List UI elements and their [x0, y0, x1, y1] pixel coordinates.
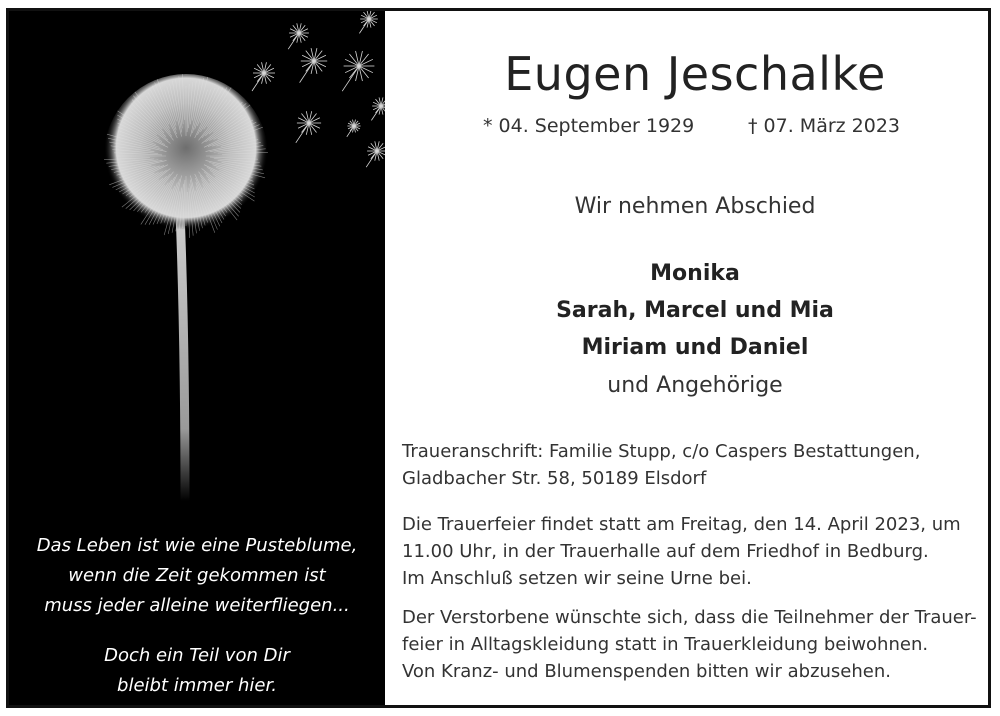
poem-verse	[9, 531, 385, 621]
seed-icon	[300, 48, 328, 82]
seed-icon	[366, 141, 385, 167]
death-date: † 07. März 2023	[748, 115, 901, 137]
poem-line: Das Leben ist wie eine Pusteblume,	[36, 535, 358, 556]
poem-line: wenn die Zeit gekommen ist	[68, 565, 326, 586]
deceased-name: Eugen Jeschalke	[504, 47, 886, 101]
seed-icon	[371, 97, 385, 120]
relatives-text: und Angehörige	[607, 373, 783, 398]
poem-line: Doch ein Teil von Dir	[104, 645, 290, 666]
ceremony-line: 11.00 Uhr, in der Trauerhalle auf dem Friedhof in Bedburg.	[402, 541, 929, 562]
dandelion-stem	[180, 211, 185, 501]
poem-line: muss jeder alleine weiterfliegen...	[44, 595, 350, 616]
farewell-heading: Wir nehmen Abschied	[574, 194, 816, 219]
seed-icon	[252, 62, 275, 91]
mourners-list	[385, 255, 1000, 406]
text-panel	[385, 11, 985, 705]
mourner-name: Sarah, Marcel und Mia	[556, 298, 834, 323]
address-block	[402, 438, 982, 492]
mourner-name: Monika	[650, 261, 740, 286]
seed-icon	[342, 51, 374, 91]
birth-date: * 04. September 1929	[483, 115, 695, 137]
seed-icon	[359, 11, 377, 33]
seed-icon	[347, 120, 361, 137]
ceremony-line: Die Trauerfeier findet statt am Freitag, den 14. April 2023, um	[402, 514, 961, 535]
wishes-line: Der Verstorbene wünschte sich, dass die Teilnehmer der Trauer-	[402, 607, 977, 628]
mourner-name: Miriam und Daniel	[581, 335, 809, 360]
seed-icon	[288, 23, 309, 49]
image-panel	[9, 11, 385, 705]
address-line: Gladbacher Str. 58, 50189 Elsdorf	[402, 468, 707, 489]
seed-icon	[296, 111, 321, 143]
ceremony-line: Im Anschluß setzen wir seine Urne bei.	[402, 568, 752, 589]
wishes-block	[402, 604, 982, 685]
address-line: Traueranschrift: Familie Stupp, c/o Caspers Bestattungen,	[402, 441, 921, 462]
ceremony-block	[402, 511, 982, 592]
poem-line: bleibt immer hier.	[117, 675, 277, 696]
wishes-line: Von Kranz- und Blumenspenden bitten wir abzusehen.	[402, 661, 891, 682]
poem-closing	[9, 641, 385, 701]
wishes-line: feier in Alltagskleidung statt in Trauerkleidung beiwohnen.	[402, 634, 929, 655]
